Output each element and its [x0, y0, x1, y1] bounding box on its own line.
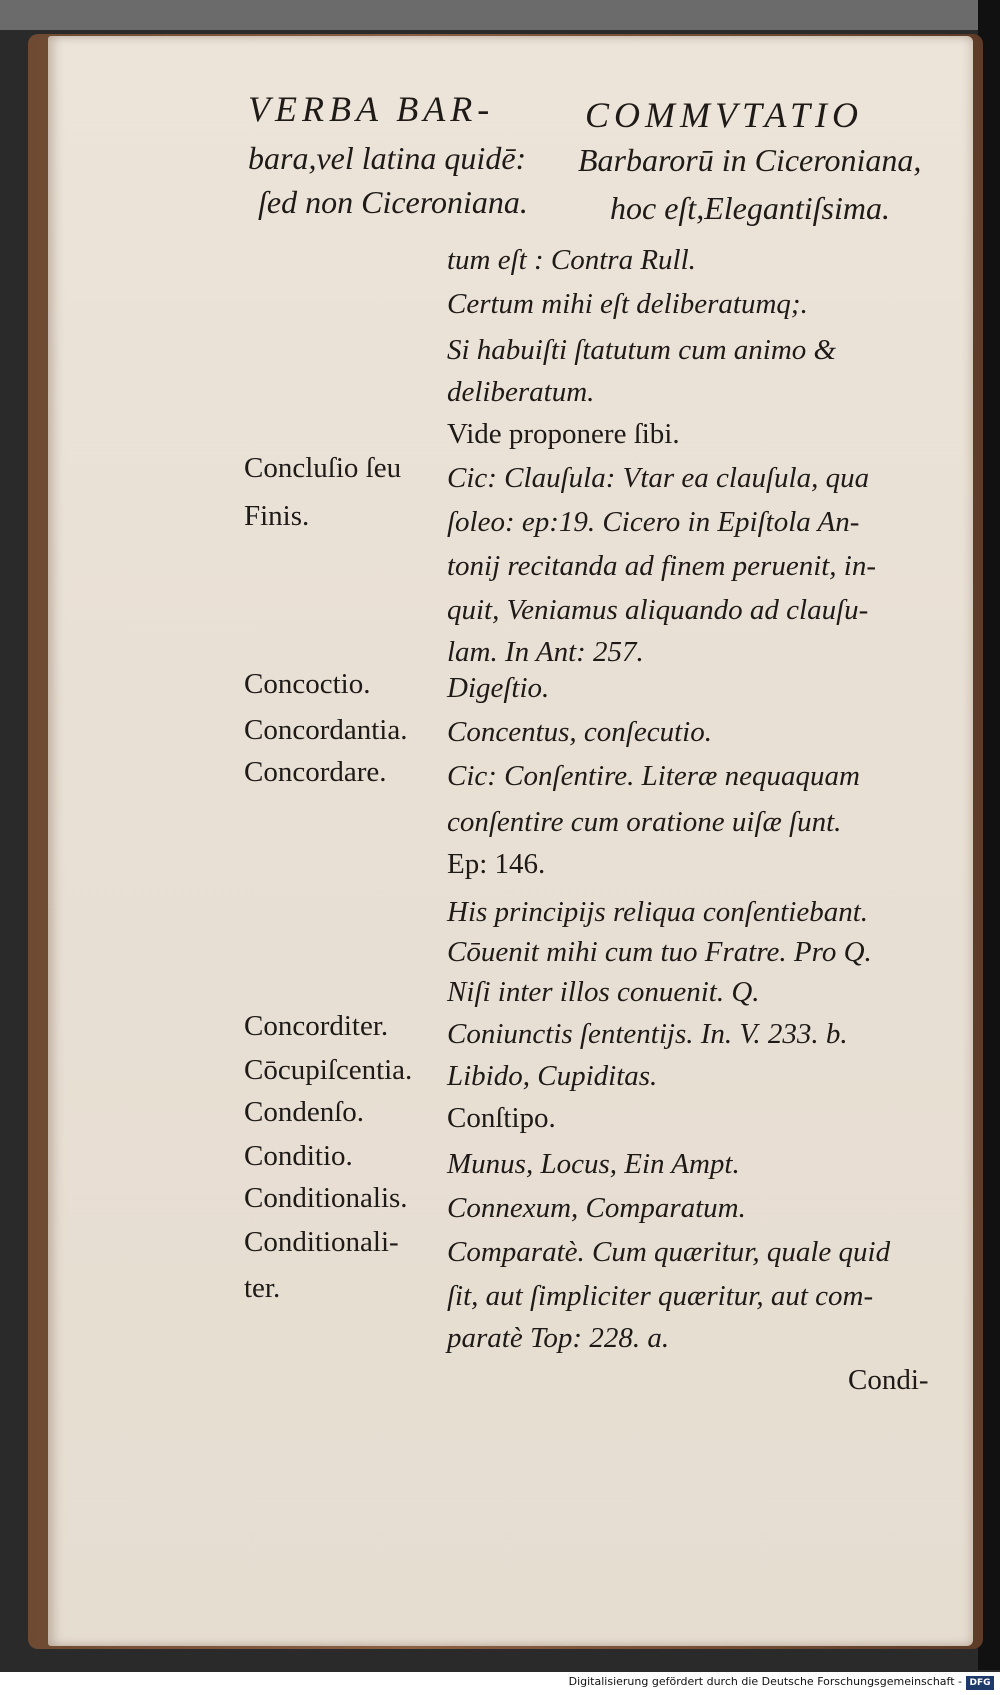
header-left-subtitle-1: bara,vel latina quidē: [248, 140, 527, 176]
scan-top-strip [0, 0, 1000, 30]
entry-line: Libido, Cupiditas. [447, 1060, 658, 1092]
entry-term: Condenſo. [244, 1096, 365, 1128]
entry-line: Digeſtio. [447, 672, 550, 704]
entry-line: tum eſt : Contra Rull. [447, 244, 696, 276]
entry-term: Conditionalis. [244, 1182, 408, 1214]
entry-line: Cōuenit mihi cum tuo Fratre. Pro Q. [447, 936, 872, 968]
header-right-subtitle-2: hoc eſt,Elegantiſsima. [610, 190, 890, 226]
entry-term: Conditio. [244, 1140, 353, 1172]
header-left-title: VERBA BAR- [248, 89, 495, 129]
entry-line: tonij recitanda ad finem peruenit, in- [447, 550, 877, 582]
entry-line: Vide proponere ſibi. [447, 418, 680, 450]
entry-line: ſoleo: ep:19. Cicero in Epiſtola An- [447, 506, 860, 538]
entry-line: deliberatum. [447, 376, 595, 408]
entry-line: conſentire cum oratione uiſæ ſunt. [447, 806, 842, 838]
entry-line: Comparatè. Cum quæritur, quale quid [447, 1236, 891, 1268]
entry-line: lam. In Ant: 257. [447, 636, 644, 668]
book-page [48, 36, 973, 1646]
header-right-title: COMMVTATIO [585, 95, 863, 135]
header-left-subtitle-2: ſed non Ciceroniana. [258, 184, 528, 220]
entry-line: Si habuiſti ſtatutum cum animo & [447, 334, 837, 366]
header-right-subtitle-1: Barbarorū in Ciceroniana, [578, 142, 922, 178]
entry-term: Concordare. [244, 756, 387, 788]
footer-credit: Digitalisierung gefördert durch die Deutsche Forschungsgemeinschaft - [568, 1675, 962, 1688]
entry-term: Concorditer. [244, 1010, 389, 1042]
entry-line: quit, Veniamus aliquando ad clauſu- [447, 594, 869, 626]
entry-term: Concoctio. [244, 668, 371, 700]
catchword: Condi- [848, 1364, 929, 1396]
entry-line: Concentus, conſecutio. [447, 716, 712, 748]
entry-line: Niſi inter illos conuenit. Q. [447, 976, 760, 1008]
entry-term: Concordantia. [244, 714, 408, 746]
entry-term: ter. [244, 1272, 281, 1304]
entry-line: Cic: Conſentire. Literæ nequaquam [447, 760, 860, 792]
entry-term: Cōcupiſcentia. [244, 1054, 413, 1086]
entry-line: Coniunctis ſententijs. In. V. 233. b. [447, 1018, 848, 1050]
entry-line: ſit, aut ſimpliciter quæritur, aut com- [447, 1280, 874, 1312]
entry-line: Munus, Locus, Ein Ampt. [447, 1148, 740, 1180]
entry-line: Certum mihi eſt deliberatumq;. [447, 288, 808, 320]
entry-term: Concluſio ſeu [244, 452, 402, 484]
entry-term: Conditionali- [244, 1226, 399, 1258]
dfg-logo: DFG [966, 1676, 994, 1690]
entry-line: His principijs reliqua conſentiebant. [447, 896, 868, 928]
entry-line: Conſtipo. [447, 1102, 556, 1134]
entry-term: Finis. [244, 500, 310, 532]
digitization-footer [0, 1672, 1000, 1695]
entry-line: Cic: Clauſula: Vtar ea clauſula, qua [447, 462, 870, 494]
entry-line: Ep: 146. [447, 848, 546, 880]
entry-line: paratè Top: 228. a. [447, 1322, 670, 1354]
entry-line: Connexum, Comparatum. [447, 1192, 746, 1224]
